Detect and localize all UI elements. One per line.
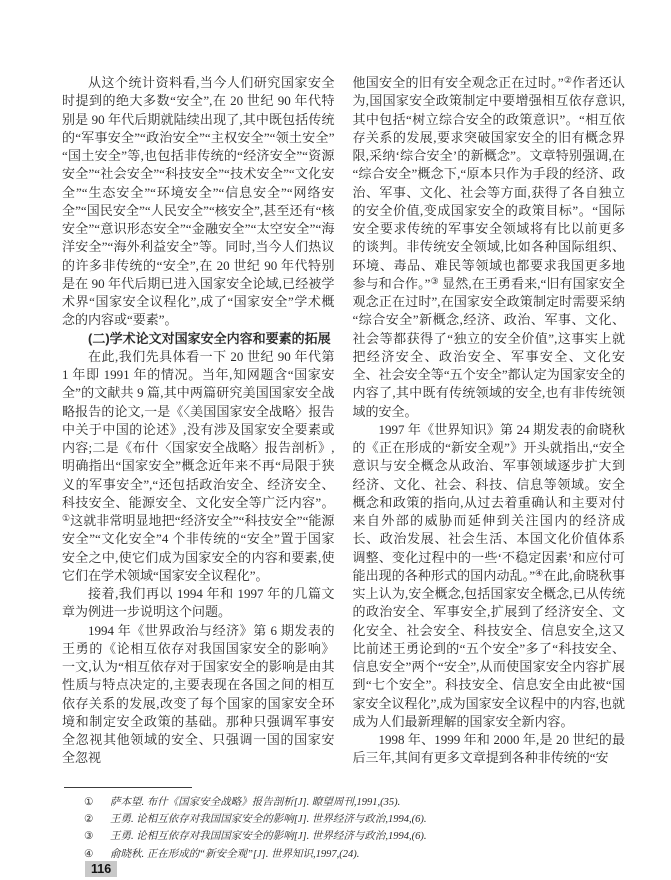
footnote-list bbox=[84, 794, 625, 863]
footnote-ref: ① bbox=[62, 513, 71, 523]
body-paragraph: 在此,我们先具体看一下 20 世纪 90 年代第 1 年即 1991 年的情况。当年,知网题含“国家安全”的文献共 9 篇,其中两篇研究美国国家安全战略报告的论文,一是《〈美国国家安全战略〉报告中关于中国的论述》,没有涉及国家安全要素或内容;二是《布什〈国家安全战略〉报告剖析》,明确指出“国家安全”概念近年来不再“局限于狭义的军事安全”,“还包括政治安全、经济安全、科技安全、能源安全、文化安全等广泛内容”。①这就非常明显地把“经济安全”“科技安全”“能源安全”“文化安全”4 个非传统的“安全”置于国家安全之中,使它们成为国家安全的内容和要素,使它们在学术领域“国家安全议程化”。 bbox=[62, 348, 335, 583]
footnote-text: 俞晓秋. 正在形成的“新安全观”[J]. 世界知识,1997,(24). bbox=[110, 848, 360, 860]
text-columns bbox=[62, 74, 625, 768]
body-paragraph: 1998 年、1999 年和 2000 年,是 20 世纪的最后三年,其间有更多文章提到各种非传统的“安 bbox=[352, 732, 625, 766]
footnote-item bbox=[84, 794, 625, 811]
footnote-text: 萨本望. 布什《国家安全战略》报告剖析[J]. 瞭望周刊,1991,(35). bbox=[110, 797, 401, 808]
footnote-item bbox=[84, 811, 625, 828]
page-number: 116 bbox=[85, 861, 117, 877]
body-paragraph: 1997 年《世界知识》第 24 期发表的俞晓秋的《正在形成的“新安全观”》开头就指出,“安全意识与安全概念从政治、军事领域逐步扩大到经济、文化、社会、科技、信息等领域。安全概念和政策的指向,从过去着重确认和主要对付来自外部的威胁而延伸到关注国内的经济成长、政治发展、社会生活、本国文化价值体系调整、变化过程中的一些‘不稳定因素’和应付可能出现的各种形式的国内动乱。”④在此,俞晓秋事实上认为,安全概念,包括国家安全概念,已从传统的政治安全、军事安全,扩展到了经济安全、文化安全、社会安全、科技安全、信息安全,这又比前述王勇论到的“五个安全”多了“科技安全、信息安全”两个“安全”,从而使国家安全内容扩展到“七个安全”。科技安全、信息安全由此被“国家安全议程化”,成为国家安全议程中的内容,也就成为人们最新理解的国家安全新内容。 bbox=[352, 421, 625, 729]
footnote-marker: ② bbox=[84, 814, 94, 826]
left-column bbox=[62, 74, 335, 768]
footnote-text: 王勇. 论相互依存对我国国家安全的影响[J]. 世界经济与政治,1994,(6). bbox=[110, 814, 427, 826]
footnote-item bbox=[84, 828, 625, 845]
body-paragraph: 他国安全的旧有安全观念正在过时。”②作者还认为,国国家安全政策制定中要增强相互依存意识,其中包括“树立综合安全的政策意识”。“相互依存关系的发展,要求突破国家安全的旧有概念界限,采纳‘综合安全’的新概念”。文章特别强调,在“综合安全”概念下,“原本只作为手段的经济、政治、军事、文化、社会等方面,获得了各自独立的安全价值,变成国家安全的政策目标”。“国际安全要求传统的军事安全领域将有比以前更多的谈判。非传统安全领域,比如各种国际组织、环境、毒品、难民等领域也都要求我国更多地参与和合作。”③ 显然,在王勇看来,“旧有国家安全观念正在过时”,在国家安全政策制定时需要采纳“综合安全”新概念,经济、政治、军事、文化、社会等都获得了“独立的安全价值”,这事实上就把经济安全、政治安全、军事安全、文化安全、社会安全等“五个安全”都认定为国家安全的内容了,其中既有传统领域的安全,也有非传统领域的安全。 bbox=[352, 75, 625, 419]
footnote-item bbox=[84, 846, 625, 863]
footnote-text: 王勇. 论相互依存对我国国家安全的影响[J]. 世界经济与政治,1994,(6). bbox=[110, 831, 427, 843]
right-column bbox=[353, 74, 626, 768]
footnote-marker: ③ bbox=[84, 831, 94, 843]
section-heading: (二)学术论文对国家安全内容和要素的拓展 bbox=[88, 330, 331, 346]
footnote-marker: ④ bbox=[84, 848, 94, 860]
footnote-ref: ② bbox=[563, 75, 573, 85]
footnote-ref: ③ bbox=[430, 275, 439, 286]
footnote-marker: ① bbox=[84, 797, 94, 808]
body-paragraph: 从这个统计资料看,当今人们研究国家安全时提到的绝大多数“安全”,在 20 世纪 90 年代特别是 90 年代后期就陆续出现了,其中既包括传统的“军事安全”“政治安全”“主权安全”“领土安全”“国土安全”等,也包括非传统的“经济安全”“资源安全”“社会安全”“科技安全”“技术安全”“文化安全”“生态安全”“环境安全”“信息安全”“网络安全”“国民安全”“人民安全”“核安全”,甚至还有“核安全”“意识形态安全”“金融安全”“太空安全”“海洋安全”“海外利益安全”等。同时,当今人们热议的许多非传统的“安全”,在 20 世纪 90 年代特别是在 90 年代后期已进入国家安全论域,已经被学术界“国家安全议程化”,成了“国家安全”学术概念的内容或“要素”。 bbox=[62, 75, 335, 328]
body-paragraph: 1994 年《世界政治与经济》第 6 期发表的王勇的《论相互依存对我国国家安全的影响》一文,认为“相互依存对于国家安全的影响是由其性质与特点决定的,主要表现在各国之间的相互依存关系的发展,改变了每个国家的国家安全环境和制定安全政策的基础。那种只强调军事安全忽视其他领域的安全、只强调一国的国家安全忽视 bbox=[62, 622, 335, 766]
body-paragraph: 接着,我们再以 1994 年和 1997 年的几篇文章为例进一步说明这个问题。 bbox=[62, 586, 335, 620]
footnote-separator-rule bbox=[64, 787, 192, 788]
footnote-ref: ④ bbox=[534, 567, 544, 578]
